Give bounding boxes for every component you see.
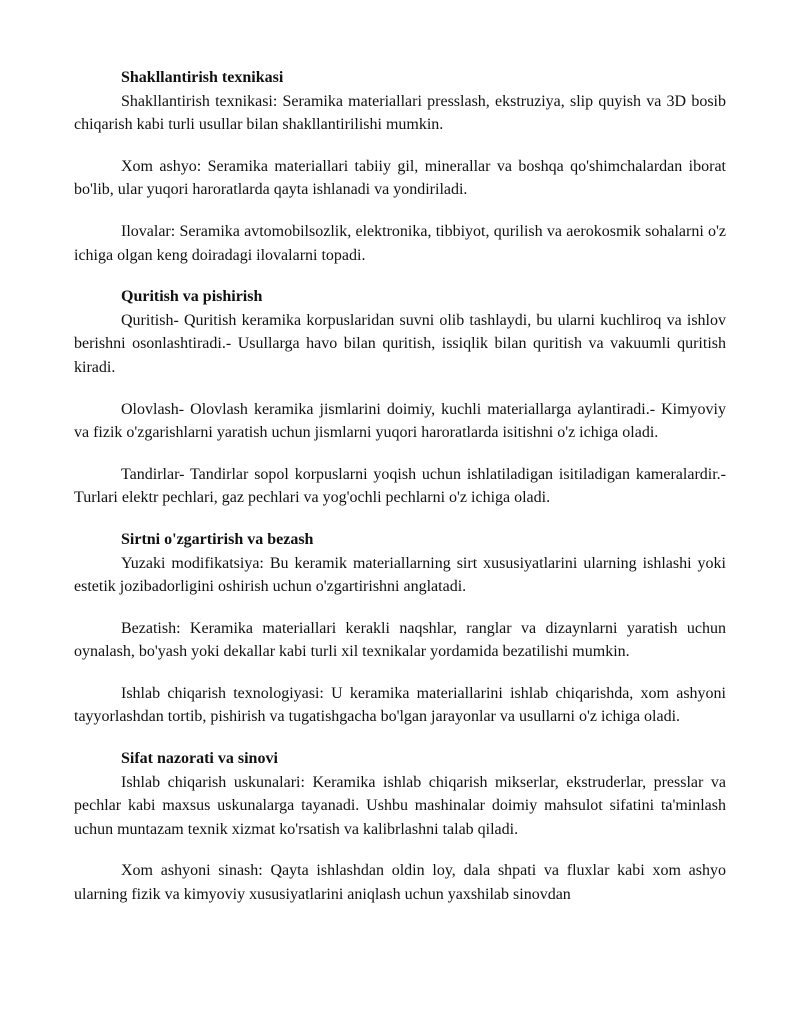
paragraph: Ishlab chiqarish texnologiyasi: U keramika materiallarini ishlab chiqarishda, xom ashyoni tayyorlashdan tortib, pishirish va tugatishgacha bo'lgan jarayonlar va usullarni o'z ichiga oladi. bbox=[74, 684, 726, 726]
section-heading: Sifat nazorati va sinovi bbox=[121, 750, 278, 768]
section-surface-decoration bbox=[74, 528, 726, 729]
paragraph: Xom ashyoni sinash: Qayta ishlashdan oldin loy, dala shpati va fluxlar kabi xom ashyo ularning fizik va kimyoviy xususiyatlarini aniqlash uchun yaxshilab sinovdan bbox=[74, 862, 726, 904]
section-heading: Shakllantirish texnikasi bbox=[121, 69, 284, 86]
paragraph: Quritish- Quritish keramika korpuslaridan suvni olib tashlaydi, bu ularni kuchliroq va ishlov berishni osonlashtiradi.- Usullarga havo bilan quritish, issiqlik bilan quritish va vakuumli quritish kiradi. bbox=[74, 311, 726, 376]
paragraph: Ishlab chiqarish uskunalari: Keramika ishlab chiqarish mikserlar, ekstruderlar, presslar va pechlar kabi maxsus uskunalarga tayanadi. Ushbu mashinalar doimiy mahsulot sifatini ta'minlash uchun muntazam texnik xizmat ko'rsatish va kalibrlashni talab qiladi. bbox=[74, 773, 726, 838]
section-drying-firing bbox=[74, 285, 726, 510]
section-shaping bbox=[74, 66, 726, 267]
paragraph: Shakllantirish texnikasi: Seramika materiallari presslash, ekstruziya, slip quyish va 3D bosib chiqarish kabi turli usullar bilan shakllantirilishi mumkin. bbox=[74, 92, 726, 134]
section-heading: Sirtni o'zgartirish va bezash bbox=[121, 530, 314, 548]
paragraph: Yuzaki modifikatsiya: Bu keramik materiallarning sirt xususiyatlarini ularning ishlashi yoki estetik jozibadorligini oshirish uchun o'zgartirishni anglatadi. bbox=[74, 554, 726, 596]
document-page bbox=[74, 66, 726, 907]
section-quality-control bbox=[74, 747, 726, 907]
paragraph: Bezatish: Keramika materiallari kerakli naqshlar, ranglar va dizaynlarni yaratish uchun oynalash, bo'yash yoki dekallar kabi turli xil texnikalar yordamida bezatilishi mumkin. bbox=[74, 619, 726, 661]
paragraph: Xom ashyo: Seramika materiallari tabiiy gil, minerallar va boshqa qo'shimchalardan iborat bo'lib, ular yuqori haroratlarda qayta ishlanadi va yondiriladi. bbox=[74, 157, 726, 199]
paragraph: Ilovalar: Seramika avtomobilsozlik, elektronika, tibbiyot, qurilish va aerokosmik sohalarni o'z ichiga olgan keng doiradagi ilovalarni topadi. bbox=[74, 222, 726, 264]
paragraph: Tandirlar- Tandirlar sopol korpuslarni yoqish uchun ishlatiladigan isitiladigan kameralardir.- Turlari elektr pechlari, gaz pechlari va yog'ochli pechlarni o'z ichiga oladi. bbox=[74, 465, 726, 507]
paragraph: Olovlash- Olovlash keramika jismlarini doimiy, kuchli materiallarga aylantiradi.- Kimyoviy va fizik o'zgarishlarni yaratish uchun jismlarni yuqori haroratlarda isitishni o'z ichiga oladi. bbox=[74, 400, 726, 442]
section-heading: Quritish va pishirish bbox=[121, 288, 263, 306]
